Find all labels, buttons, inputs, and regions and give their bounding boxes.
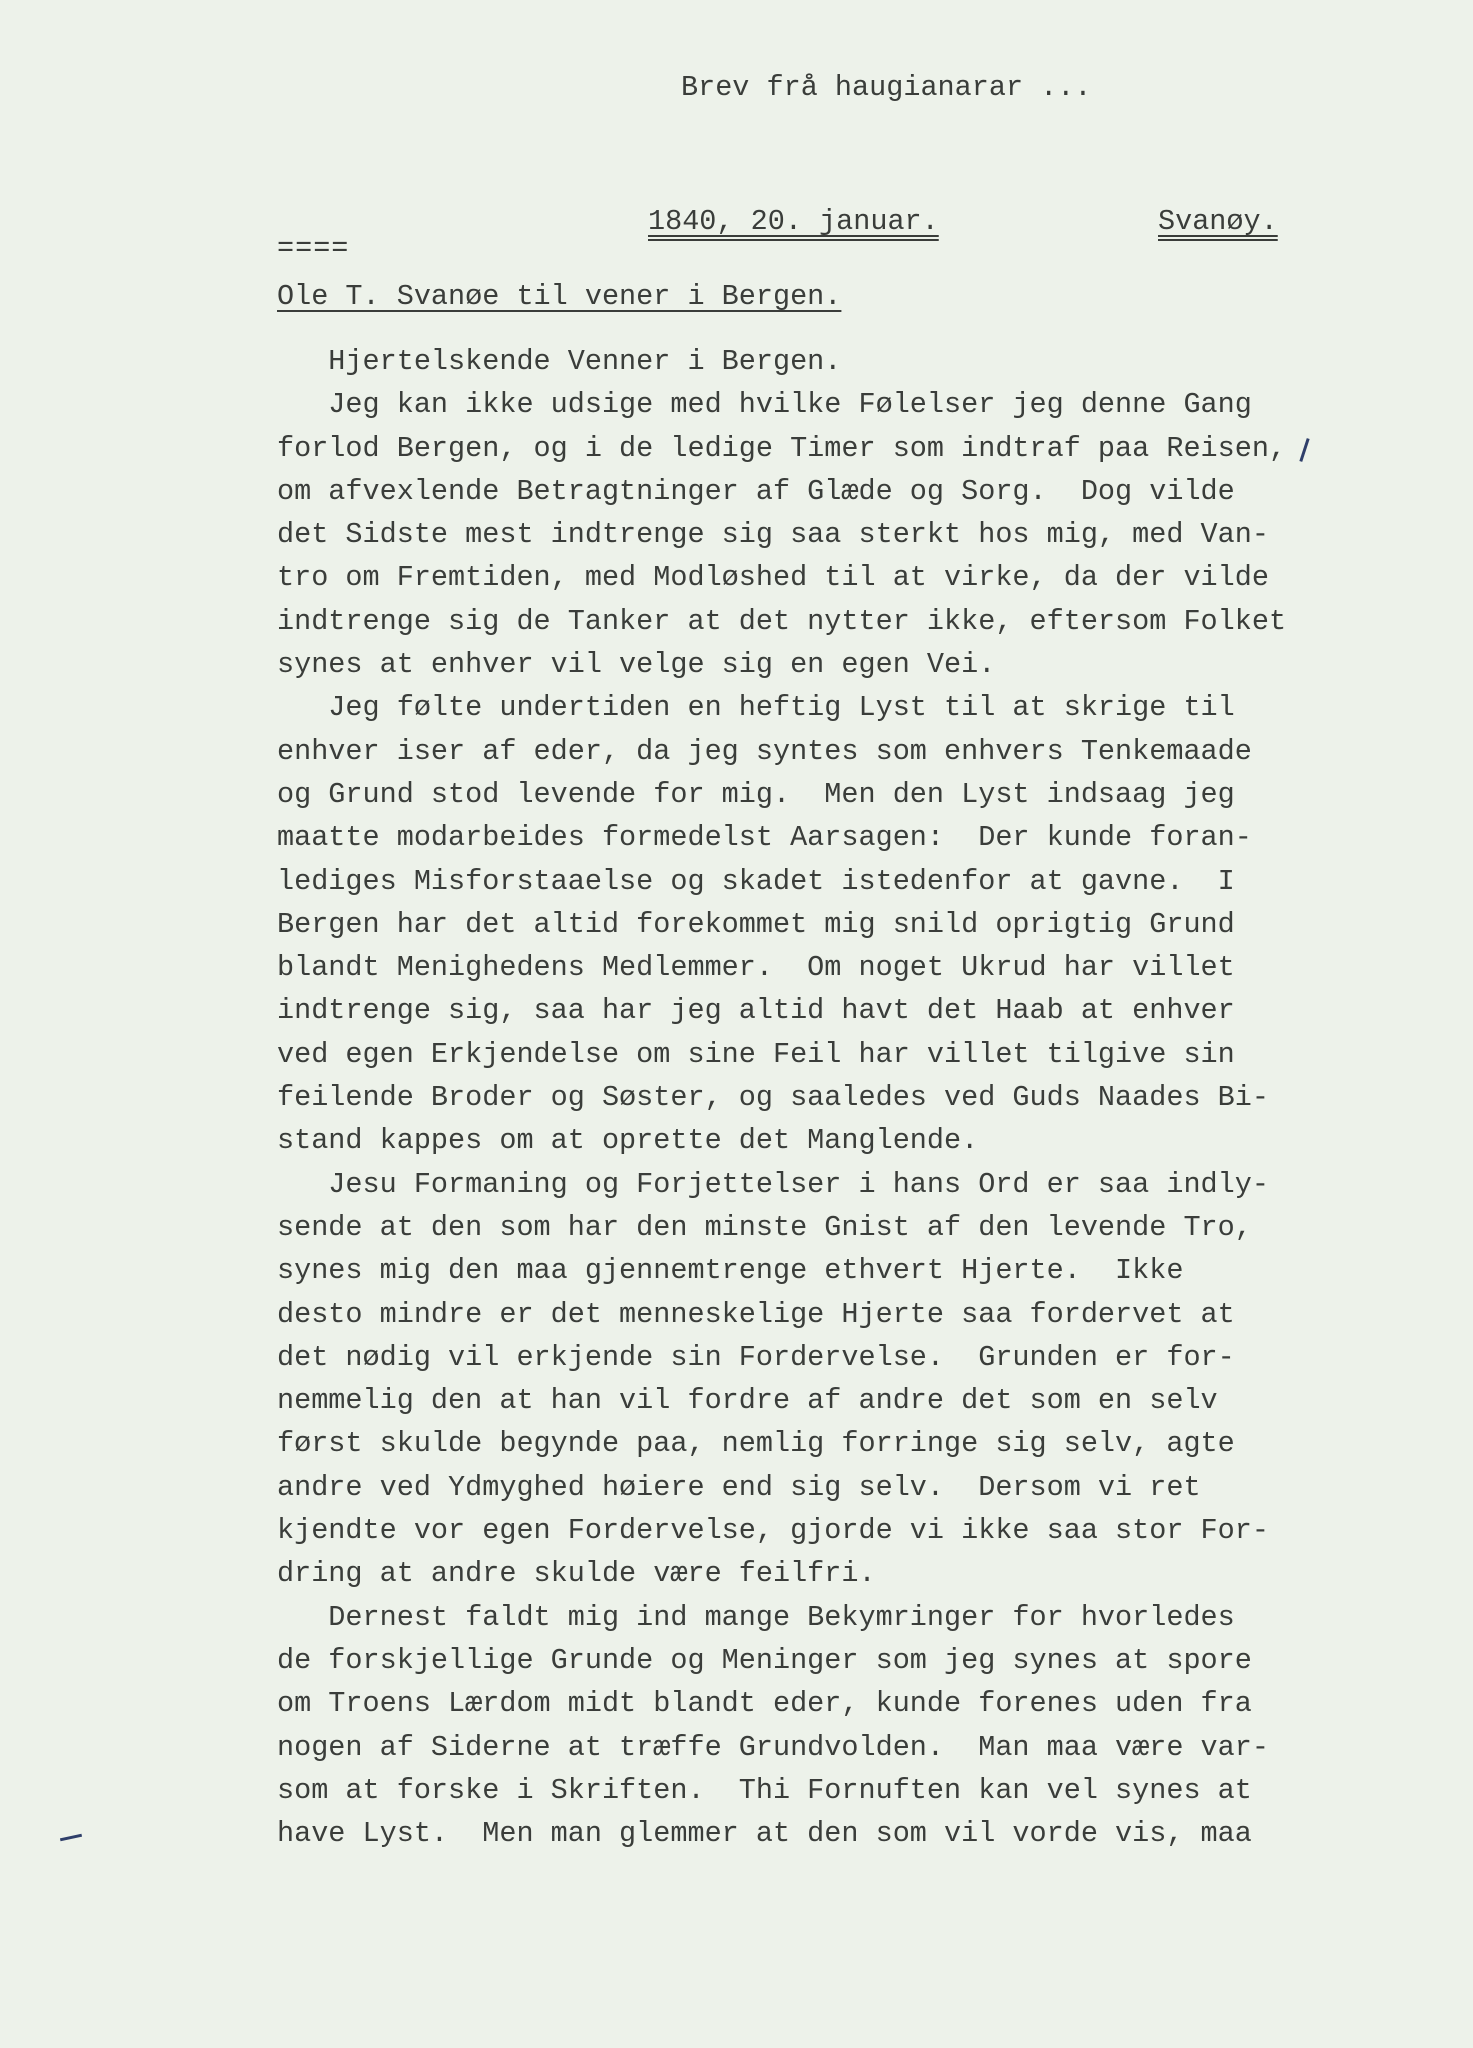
letter-place: Svanøy. xyxy=(1158,205,1278,238)
text-line: det Sidste mest indtrenge sig saa sterkt hos mig, med Van- xyxy=(277,518,1269,552)
text-line: om Troens Lærdom midt blandt eder, kunde forenes uden fra xyxy=(277,1687,1252,1721)
letter-body xyxy=(277,340,1317,1855)
text-line: desto mindre er det menneskelige Hjerte saa fordervet at xyxy=(277,1297,1235,1331)
text-line: maatte modarbeides formedelst Aarsagen: Der kunde foran- xyxy=(277,821,1252,855)
text-line: som at forske i Skriften. Thi Fornuften kan vel synes at xyxy=(277,1773,1252,1807)
text-line: først skulde begynde paa, nemlig forringe sig selv, agte xyxy=(277,1427,1235,1461)
separator-mark: ==== xyxy=(277,232,350,265)
text-line: dring at andre skulde være feilfri. xyxy=(277,1557,876,1591)
text-line: enhver iser af eder, da jeg syntes som enhvers Tenkemaade xyxy=(277,734,1252,768)
text-line: og Grund stod levende for mig. Men den Lyst indsaag jeg xyxy=(277,777,1235,811)
text-line: det nødig vil erkjende sin Fordervelse. Grunden er for- xyxy=(277,1340,1235,1374)
margin-ink-mark xyxy=(60,1834,82,1842)
text-line: kjendte vor egen Fordervelse, gjorde vi ikke saa stor For- xyxy=(277,1514,1269,1548)
text-line: nogen af Siderne at træffe Grundvolden. Man maa være var- xyxy=(277,1730,1269,1764)
text-line: tro om Fremtiden, med Modløshed til at virke, da der vilde xyxy=(277,561,1269,595)
text-line: feilende Broder og Søster, og saaledes ved Guds Naades Bi- xyxy=(277,1081,1269,1115)
text-line: synes mig den maa gjennemtrenge ethvert Hjerte. Ikke xyxy=(277,1254,1184,1288)
text-line: Jeg kan ikke udsige med hvilke Følelser jeg denne Gang xyxy=(277,388,1252,422)
text-line: Jeg følte undertiden en heftig Lyst til at skrige til xyxy=(277,691,1235,725)
text-line: de forskjellige Grunde og Meninger som jeg synes at spore xyxy=(277,1643,1252,1677)
text-line: Hjertelskende Venner i Bergen. xyxy=(277,345,842,378)
letter-date: 1840, 20. januar. xyxy=(648,205,939,238)
text-line: indtrenge sig de Tanker at det nytter ikke, eftersom Folket xyxy=(277,604,1287,638)
text-line: Jesu Formaning og Forjettelser i hans Ord er saa indly- xyxy=(277,1167,1269,1201)
letter-subtitle: Ole T. Svanøe til vener i Bergen. xyxy=(277,280,842,313)
text-line: Dernest faldt mig ind mange Bekymringer for hvorledes xyxy=(277,1600,1235,1634)
text-line: nemmelig den at han vil fordre af andre det som en selv xyxy=(277,1384,1218,1418)
text-line: Bergen har det altid forekommet mig snild oprigtig Grund xyxy=(277,907,1235,941)
text-line: stand kappes om at oprette det Manglende. xyxy=(277,1124,979,1158)
text-line: andre ved Ydmyghed høiere end sig selv. Dersom vi ret xyxy=(277,1470,1201,1504)
page-header: Brev frå haugianarar ... xyxy=(681,71,1092,104)
text-line: sende at den som har den minste Gnist af den levende Tro, xyxy=(277,1210,1252,1244)
text-line: synes at enhver vil velge sig en egen Vei. xyxy=(277,648,996,682)
text-line: om afvexlende Betragtninger af Glæde og Sorg. Dog vilde xyxy=(277,474,1235,508)
text-line: ved egen Erkjendelse om sine Feil har villet tilgive sin xyxy=(277,1037,1235,1071)
date-row xyxy=(0,205,1473,265)
text-line: indtrenge sig, saa har jeg altid havt det Haab at enhver xyxy=(277,994,1235,1028)
text-line: blandt Menighedens Medlemmer. Om noget Ukrud har villet xyxy=(277,951,1235,985)
text-line: have Lyst. Men man glemmer at den som vil vorde vis, maa xyxy=(277,1817,1252,1851)
text-line: forlod Bergen, og i de ledige Timer som indtraf paa Reisen, xyxy=(277,431,1287,465)
text-line: lediges Misforstaaelse og skadet istedenfor at gavne. I xyxy=(277,864,1235,898)
